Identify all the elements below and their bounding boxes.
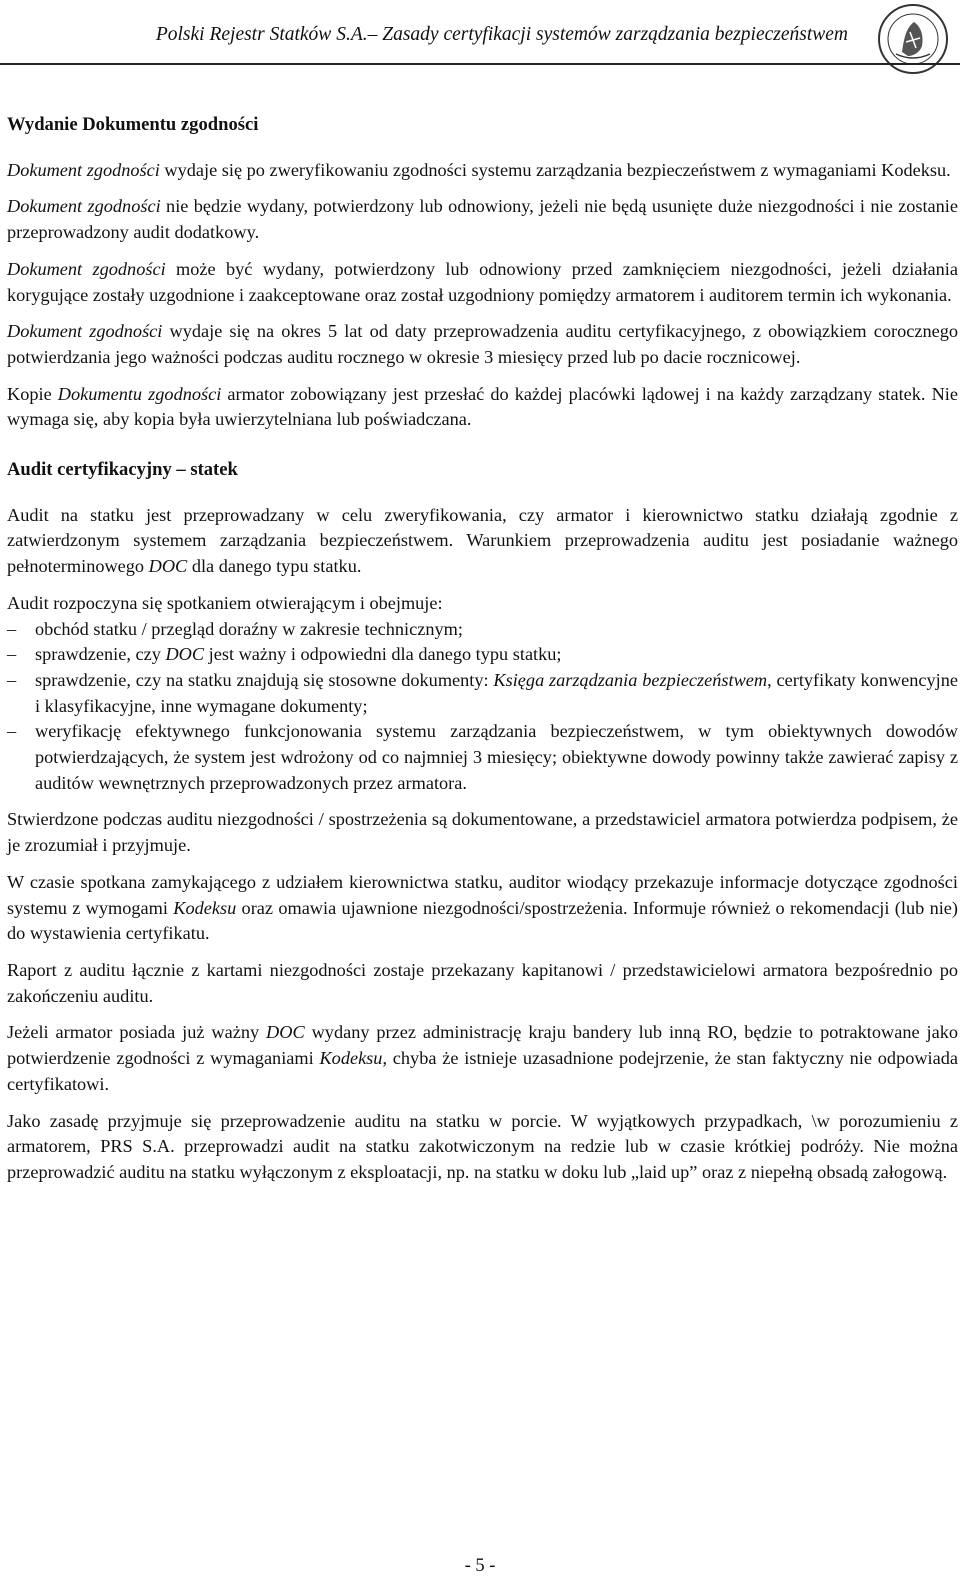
text: Kopie (7, 383, 58, 404)
audit-scope-list (7, 617, 958, 797)
italic-term: Dokument zgodności (7, 258, 166, 279)
text: może być wydany, potwierdzony lub odnowiony przed zamknięciem niezgodności, jeżeli działania korygujące zostały uzgodnione i zaakceptowane oraz został uzgodniony pomiędzy armatorem i auditorem termin ich wykonania. (7, 258, 958, 305)
list-item (7, 617, 958, 643)
page-header (0, 0, 960, 76)
paragraph (7, 382, 958, 433)
text: Raport z auditu łącznie z kartami niezgodności zostaje przekazany kapitanowi / przedstawicielowi armatora bezpośrednio po zakończeniu auditu. (7, 959, 958, 1006)
text: , certyfikaty konwencyjne i klasyfikacyjne, inne wymagane dokumenty; (35, 669, 958, 716)
text: armator zobowiązany jest przesłać do każdej placówki lądowej i na każdy zarządzany statek. Nie wymaga się, aby kopia była uwierzytelniana lub poświadczana. (7, 383, 959, 430)
paragraph (7, 158, 958, 184)
paragraph (7, 807, 958, 858)
text: dla danego typu statku. (187, 556, 362, 577)
italic-term: DOC (165, 644, 205, 665)
list-item (7, 719, 958, 796)
text: wydaje się na okres 5 lat od daty przeprowadzenia auditu certyfikacyjnego, z obowiązkiem corocznego potwierdzania jego ważności podczas auditu rocznego w okresie 3 miesięcy przed lub po dacie rocznicowej. (7, 321, 958, 367)
italic-term: Dokument zgodności (7, 196, 161, 217)
text: Stwierdzone podczas auditu niezgodności / spostrzeżenia są dokumentowane, a przedstawiciel armatora potwierdza podpisem, że je zrozumiał i przyjmuje. (7, 809, 958, 856)
page-number: - 5 - (464, 1556, 496, 1576)
document-body (7, 112, 958, 1197)
text: obchód statku / przegląd doraźny w zakresie technicznym; (35, 618, 463, 639)
text: Audit na statku jest przeprowadzany w celu zweryfikowania, czy armator i kierownictwo statku działają zgodnie z zatwierdzonym systemem zarządzania bezpieczeństwem. Warunkiem przeprowadzenia auditu jest posiadanie ważnego pełnoterminowego (7, 504, 958, 577)
paragraph (7, 958, 958, 1009)
italic-term: Dokument zgodności (7, 321, 163, 342)
text: nie będzie wydany, potwierdzony lub odnowiony, jeżeli nie będą usunięte duże niezgodności i nie zostanie przeprowadzony audit dodatkowy. (7, 196, 958, 243)
text: Jako zasadę przyjmuje się przeprowadzenie auditu na statku w porcie. W wyjątkowych przypadkach, \w porozumieniu z armatorem, PRS S.A. przeprowadzi audit na statku zakotwiczonym na redzie lub w czasie krótkiej podróży. Nie można przeprowadzić auditu na statku wyłączonym z eksploatacji, np. na statku w doku lub „laid up” oraz z niepełną obsadą załogową. (7, 1110, 958, 1182)
text: weryfikację efektywnego funkcjonowania systemu zarządzania bezpieczeństwem, w tym obiektywnych dowodów potwierdzających, że system jest wdrożony od co najmniej 3 miesięcy; obiektywne dowody powinny także zawierać zapisy z auditów wewnętrznych przeprowadzonych przez armatora. (35, 721, 958, 793)
text: jest ważny i odpowiedni dla danego typu statku; (204, 644, 562, 665)
italic-term: Dokumentu zgodności (57, 383, 222, 404)
paragraph (7, 319, 958, 370)
paragraph (7, 1109, 958, 1186)
italic-term: Dokument zgodności (7, 159, 160, 180)
text: wydany przez administrację kraju bandery lub inną RO, będzie to potraktowane jako potwierdzenie zgodności z wymaganiami (7, 1022, 958, 1069)
italic-term: DOC (148, 556, 188, 577)
section-heading: Audit certyfikacyjny – statek (7, 459, 238, 481)
paragraph (7, 194, 958, 245)
paragraph (7, 257, 958, 308)
text: , chyba że istnieje uzasadnione podejrzenie, że stan faktyczny nie odpowiada certyfikatowi. (7, 1048, 958, 1094)
text: sprawdzenie, czy (35, 644, 166, 665)
paragraph (7, 870, 958, 947)
italic-term: DOC (266, 1022, 305, 1043)
header-title: Polski Rejestr Statków S.A.– Zasady certyfikacji systemów zarządzania bezpieczeństwem (155, 24, 848, 45)
paragraph (7, 1020, 958, 1097)
text: oraz omawia ujawnione niezgodności/spostrzeżenia. Informuje również o rekomendacji (lub nie) do wystawienia certyfikatu. (7, 897, 958, 944)
text: Audit rozpoczyna się spotkaniem otwierającym i obejmuje: (7, 592, 443, 613)
text: wydaje się po zweryfikowaniu zgodności systemu zarządzania bezpieczeństwem z wymaganiami Kodeksu. (159, 159, 951, 180)
paragraph (7, 503, 958, 580)
header-rule (0, 63, 960, 65)
list-item (7, 668, 958, 719)
list-item (7, 642, 958, 668)
paragraph (7, 591, 958, 617)
italic-term: Kodeksu (319, 1048, 383, 1069)
italic-term: Księga zarządzania bezpieczeństwem (493, 669, 768, 690)
italic-term: Kodeksu (173, 897, 237, 918)
text: W czasie spotkana zamykającego z udziałem kierownictwa statku, auditor wiodący przekazuje informacje dotyczące zgodności systemu z wymogami (7, 871, 958, 918)
text: sprawdzenie, czy na statku znajdują się stosowne dokumenty: (35, 669, 494, 690)
text: Jeżeli armator posiada już ważny (7, 1022, 267, 1043)
section-heading: Wydanie Dokumentu zgodności (7, 114, 259, 135)
